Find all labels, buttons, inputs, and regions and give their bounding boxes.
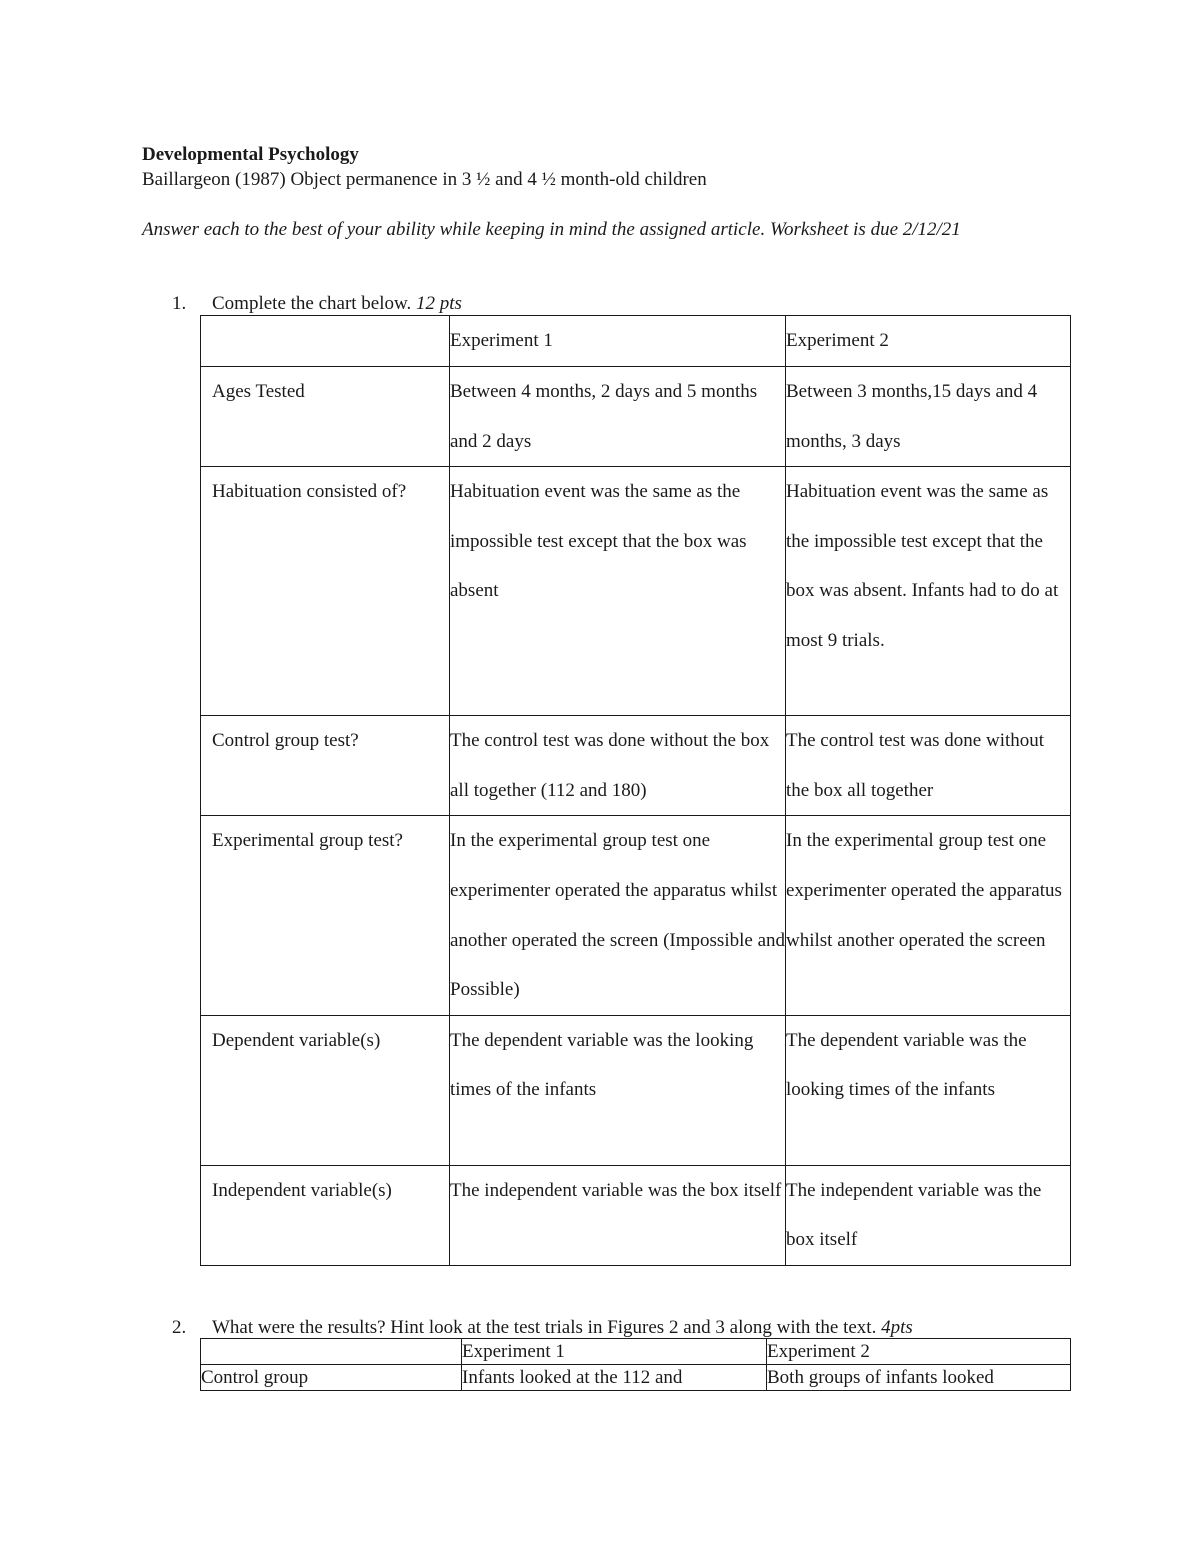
row-label: Habituation consisted of? [201,467,450,716]
experiment-2-cell: Between 3 months,15 days and 4 months, 3 days [786,367,1071,467]
header-cell-experiment-2: Experiment 2 [786,316,1071,367]
results-table [200,1338,1071,1391]
table-header-row [201,1339,1071,1365]
experiment-1-cell: The dependent variable was the looking times of the infants [450,1015,786,1165]
row-label: Control group [201,1365,462,1391]
header-cell-experiment-1: Experiment 1 [462,1339,767,1365]
experiment-1-cell: Infants looked at the 112 and [462,1365,767,1391]
experiment-1-cell: Habituation event was the same as the impossible test except that the box was absent [450,467,786,716]
experiment-2-cell: In the experimental group test one experimenter operated the apparatus whilst another operated the screen [786,816,1071,1015]
header-cell-experiment-2: Experiment 2 [767,1339,1071,1365]
table-row-experimental-group [201,816,1071,1015]
question-2-points: 4pts [881,1317,913,1338]
question-1-text: Complete the chart below. [212,293,417,314]
table-row-independent-variable [201,1165,1071,1265]
table-row-control-group [201,1365,1071,1391]
experiment-2-cell: The dependent variable was the looking times of the infants [786,1015,1071,1165]
question-1 [172,292,462,316]
row-label: Dependent variable(s) [201,1015,450,1165]
question-2 [172,1316,913,1340]
experiment-1-cell: The independent variable was the box itself [450,1165,786,1265]
table-row-ages-tested [201,367,1071,467]
experiment-1-cell: Between 4 months, 2 days and 5 months and 2 days [450,367,786,467]
instructions-text: Answer each to the best of your ability while keeping in mind the assigned article. Worksheet is due 2/12/21 [142,219,961,240]
experiment-2-cell: Habituation event was the same as the impossible test except that the box was absent. Infants had to do at most 9 trials. [786,467,1071,716]
table-row-dependent-variable [201,1015,1071,1165]
header-cell-experiment-1: Experiment 1 [450,316,786,367]
question-2-number: 2. [172,1317,187,1338]
table-row-habituation [201,467,1071,716]
experiment-2-cell: The control test was done without the box all together [786,716,1071,816]
comparison-chart-table [200,315,1071,1266]
row-label: Independent variable(s) [201,1165,450,1265]
experiment-2-cell: The independent variable was the box itself [786,1165,1071,1265]
document-title: Developmental Psychology [142,144,359,165]
experiment-1-cell: In the experimental group test one experimenter operated the apparatus whilst another operated the screen (Impossible and Possible) [450,816,786,1015]
document-subtitle: Baillargeon (1987) Object permanence in 3 ½ and 4 ½ month-old children [142,169,707,190]
table-header-row [201,316,1071,367]
header-cell-empty [201,316,450,367]
question-2-text: What were the results? Hint look at the test trials in Figures 2 and 3 along with the text. [212,1317,882,1338]
row-label: Experimental group test? [201,816,450,1015]
table-row-control-group [201,716,1071,816]
row-label: Ages Tested [201,367,450,467]
header-cell-empty [201,1339,462,1365]
question-1-number: 1. [172,293,187,314]
question-1-points: 12 pts [416,293,462,314]
experiment-2-cell: Both groups of infants looked [767,1365,1071,1391]
experiment-1-cell: The control test was done without the box all together (112 and 180) [450,716,786,816]
row-label: Control group test? [201,716,450,816]
